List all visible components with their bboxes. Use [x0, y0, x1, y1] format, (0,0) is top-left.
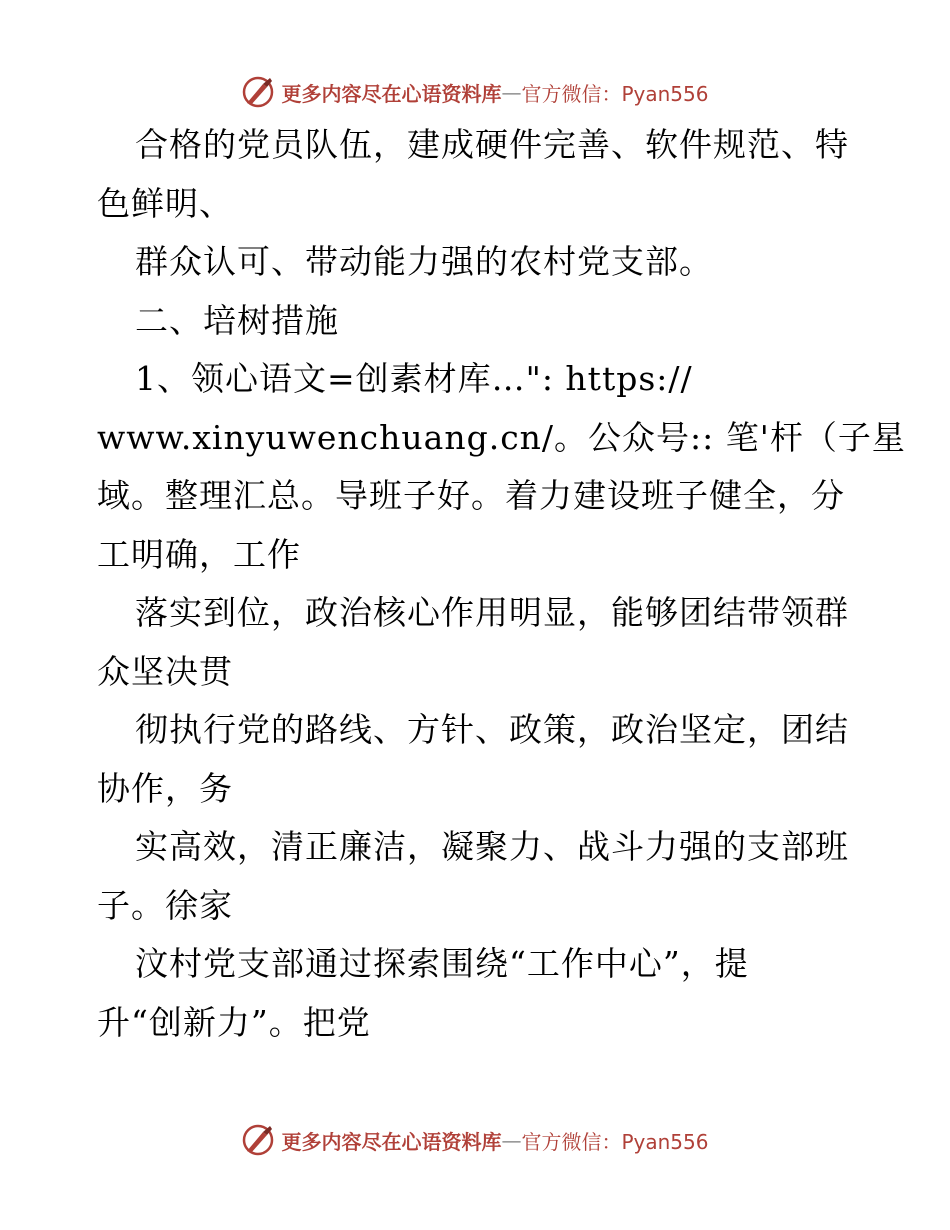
- quill-pen-logo-icon: [241, 75, 275, 109]
- header-banner-wechat: 官方微信：Pyan556: [521, 81, 709, 106]
- quill-pen-logo-icon: [241, 1123, 275, 1157]
- header-banner-text: 更多内容尽在心语资料库: [281, 81, 502, 106]
- body-line: 群众认可、带动能力强的农村党支部。: [135, 242, 713, 281]
- footer-banner-text: 更多内容尽在心语资料库: [281, 1129, 502, 1154]
- footer-banner: [0, 1120, 950, 1160]
- body-line: 汶村党支部通过探索围绕“工作中心”，提: [135, 944, 749, 983]
- body-line: 子。徐家: [97, 885, 233, 925]
- body-line: 1、领心语文=创素材库…": https://: [135, 359, 693, 398]
- body-line: 协作，务: [97, 768, 233, 808]
- body-line: 实高效，清正廉洁，凝聚力、战斗力强的支部班: [135, 827, 849, 866]
- body-line: 升“创新力”。把党: [97, 1002, 371, 1042]
- body-line: 域。整理汇总。导班子好。着力建设班子健全，分: [97, 476, 845, 515]
- document-body: [97, 116, 906, 1052]
- body-line: 合格的党员队伍，建成硬件完善、软件规范、特: [135, 125, 849, 164]
- body-line: 众坚决贯: [97, 651, 233, 691]
- body-line: 工明确，工作: [97, 534, 301, 574]
- body-line: www.xinyuwenchuang.cn/。公众号:: 笔'杆（子星: [97, 417, 906, 457]
- header-banner: [0, 72, 950, 112]
- body-line: 色鲜明、: [97, 183, 233, 223]
- body-line: 彻执行党的路线、方针、政策，政治坚定，团结: [135, 710, 849, 749]
- footer-banner-dash: —: [501, 1128, 522, 1152]
- footer-banner-wechat: 官方微信：Pyan556: [521, 1129, 709, 1154]
- section-heading: 二、培树措施: [135, 300, 339, 340]
- body-line: 落实到位，政治核心作用明显，能够团结带领群: [135, 593, 849, 632]
- header-banner-dash: —: [501, 80, 522, 104]
